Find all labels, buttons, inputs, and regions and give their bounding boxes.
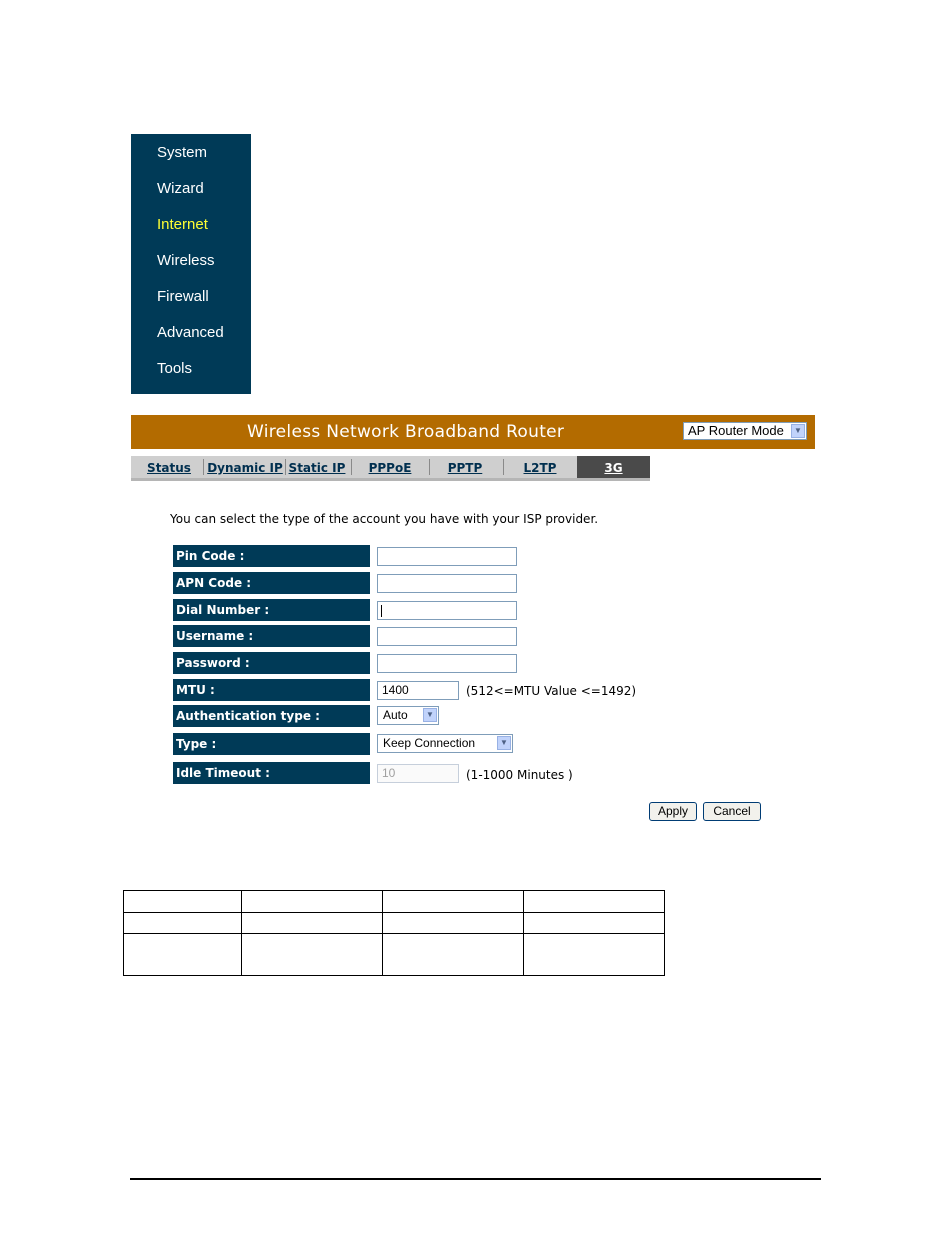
mtu-hint: (512<=MTU Value <=1492) [466, 684, 637, 698]
tab-separator [429, 459, 430, 475]
table-cell [124, 891, 242, 913]
password-input[interactable] [377, 654, 517, 673]
nav-item-internet[interactable]: Internet [157, 216, 208, 233]
mode-select[interactable] [683, 422, 807, 440]
page-description: You can select the type of the account you have with your ISP provider. [170, 512, 599, 526]
nav-item-system[interactable]: System [157, 144, 208, 161]
table-cell [383, 913, 524, 934]
apply-button[interactable]: Apply [649, 802, 697, 821]
pin-code-label: Pin Code : [173, 545, 370, 567]
table-cell [242, 913, 383, 934]
nav-item-advanced[interactable]: Advanced [157, 324, 224, 341]
idle-timeout-input[interactable]: 10 [377, 764, 459, 783]
table-row [124, 934, 665, 976]
table-cell [524, 934, 665, 976]
footer-divider [130, 1178, 821, 1180]
mtu-label: MTU : [173, 679, 370, 701]
chevron-down-icon[interactable]: ▼ [423, 708, 437, 722]
nav-item-tools[interactable]: Tools [157, 360, 193, 377]
tab-status[interactable]: Status [147, 461, 191, 475]
tab-pptp[interactable]: PPTP [447, 461, 483, 475]
mtu-input[interactable]: 1400 [377, 681, 459, 700]
tab-separator [285, 459, 286, 475]
dial-number-label: Dial Number : [173, 599, 370, 621]
table-cell [524, 891, 665, 913]
apn-code-label: APN Code : [173, 572, 370, 594]
idle-timeout-label: Idle Timeout : [173, 762, 370, 784]
nav-item-firewall[interactable]: Firewall [157, 288, 209, 305]
table-row [124, 913, 665, 934]
page-title: Wireless Network Broadband Router [247, 422, 565, 442]
table-cell [524, 913, 665, 934]
username-label: Username : [173, 625, 370, 647]
router-header-bar [131, 415, 815, 449]
internet-tabs [131, 456, 650, 481]
main-nav-menu [131, 134, 251, 394]
nav-item-wizard[interactable]: Wizard [157, 180, 204, 197]
username-input[interactable] [377, 627, 517, 646]
dial-number-input[interactable] [377, 601, 517, 620]
tab-separator [203, 459, 204, 475]
table-cell [242, 934, 383, 976]
auth-type-value: Auto [383, 708, 408, 722]
pin-code-input[interactable] [377, 547, 517, 566]
auth-type-label: Authentication type : [173, 705, 370, 727]
chevron-down-icon[interactable]: ▼ [497, 736, 511, 750]
table-cell [383, 891, 524, 913]
tab-dynamic-ip[interactable]: Dynamic IP [207, 461, 283, 475]
cancel-button[interactable]: Cancel [703, 802, 761, 821]
tab-static-ip[interactable]: Static IP [288, 461, 346, 475]
type-label: Type : [173, 733, 370, 755]
idle-timeout-hint: (1-1000 Minutes ) [466, 768, 573, 782]
nav-item-wireless[interactable]: Wireless [157, 252, 215, 269]
table-cell [242, 891, 383, 913]
text-cursor [381, 605, 382, 617]
tab-3g[interactable]: 3G [577, 456, 650, 478]
password-label: Password : [173, 652, 370, 674]
tab-pppoe[interactable]: PPPoE [368, 461, 412, 475]
table-cell [383, 934, 524, 976]
empty-table [123, 890, 665, 976]
tab-separator [351, 459, 352, 475]
chevron-down-icon[interactable]: ▼ [791, 424, 805, 438]
auth-type-select[interactable] [377, 706, 439, 725]
apn-code-input[interactable] [377, 574, 517, 593]
tab-l2tp[interactable]: L2TP [523, 461, 557, 475]
mode-select-value: AP Router Mode [688, 423, 784, 438]
tab-separator [503, 459, 504, 475]
table-cell [124, 913, 242, 934]
connection-type-select[interactable] [377, 734, 513, 753]
table-row [124, 891, 665, 913]
table-cell [124, 934, 242, 976]
connection-type-value: Keep Connection [383, 736, 476, 750]
